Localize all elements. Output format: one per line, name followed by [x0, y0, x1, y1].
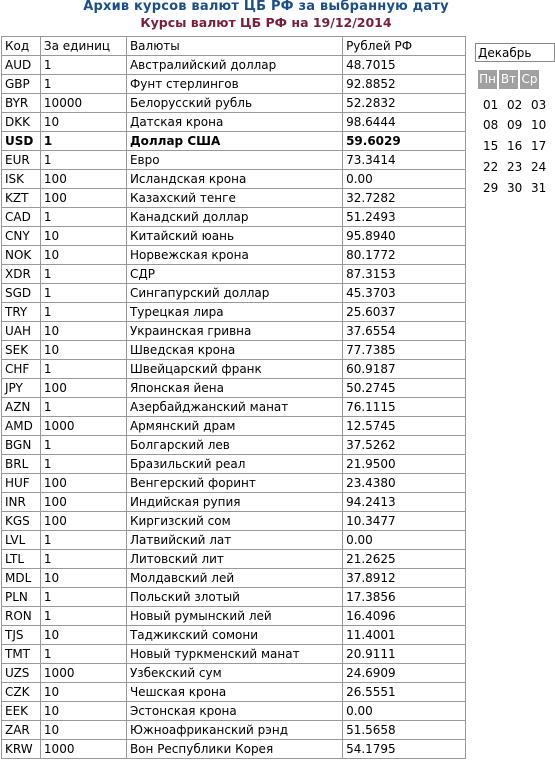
cell-currency: Латвийский лат: [126, 531, 342, 550]
weekday-header: [478, 68, 541, 89]
cell-rate: 0.00: [343, 702, 466, 721]
cell-code: ZAR: [2, 721, 41, 740]
cell-units: 10: [40, 227, 126, 246]
cell-units: 1: [40, 75, 126, 94]
cell-rate: 77.7385: [343, 341, 466, 360]
cell-units: 10000: [40, 94, 126, 113]
table-row: [2, 132, 466, 151]
calendar-day[interactable]: 15: [483, 139, 499, 153]
table-row: [2, 512, 466, 531]
cell-rate: 48.7015: [343, 56, 466, 75]
table-row: [2, 550, 466, 569]
cell-currency: Болгарский лев: [126, 436, 342, 455]
cell-currency: Узбекский сум: [126, 664, 342, 683]
table-row: [2, 284, 466, 303]
calendar-widget: [475, 43, 547, 243]
cell-currency: Южноафриканский рэнд: [126, 721, 342, 740]
cell-units: 100: [40, 189, 126, 208]
cell-code: UAH: [2, 322, 41, 341]
cell-currency: Казахский тенге: [126, 189, 342, 208]
cell-rate: 60.9187: [343, 360, 466, 379]
cell-rate: 37.5262: [343, 436, 466, 455]
table-row: [2, 246, 466, 265]
cell-currency: Новый туркменский манат: [126, 645, 342, 664]
table-caption: Курсы валют ЦБ РФ на 19/12/2014: [140, 15, 392, 30]
table-row: [2, 75, 466, 94]
cell-units: 10: [40, 246, 126, 265]
cell-units: 1000: [40, 417, 126, 436]
cell-code: RON: [2, 607, 41, 626]
cell-units: 1: [40, 303, 126, 322]
cell-units: 1: [40, 607, 126, 626]
cell-units: 1: [40, 531, 126, 550]
cell-rate: 25.6037: [343, 303, 466, 322]
cell-currency: Эстонская крона: [126, 702, 342, 721]
cell-units: 1: [40, 455, 126, 474]
table-row: [2, 322, 466, 341]
cell-code: KGS: [2, 512, 41, 531]
cell-rate: 80.1772: [343, 246, 466, 265]
column-header-currency: Валюты: [126, 37, 342, 56]
cell-code: SGD: [2, 284, 41, 303]
cell-units: 1: [40, 284, 126, 303]
cell-code: INR: [2, 493, 41, 512]
cell-currency: Киргизский сом: [126, 512, 342, 531]
calendar-day[interactable]: 22: [483, 160, 499, 174]
cell-code: XDR: [2, 265, 41, 284]
cell-units: 1: [40, 208, 126, 227]
column-header-code: Код: [2, 37, 41, 56]
cell-code: CAD: [2, 208, 41, 227]
cell-units: 1: [40, 398, 126, 417]
table-row: [2, 455, 466, 474]
cell-units: 10: [40, 683, 126, 702]
cell-rate: 37.8912: [343, 569, 466, 588]
cell-code: PLN: [2, 588, 41, 607]
cell-rate: 52.2832: [343, 94, 466, 113]
table-row: [2, 303, 466, 322]
calendar-day[interactable]: 24: [531, 160, 547, 174]
cell-rate: 0.00: [343, 170, 466, 189]
cell-units: 100: [40, 512, 126, 531]
cell-rate: 92.8852: [343, 75, 466, 94]
cell-code: EUR: [2, 151, 41, 170]
weekday-label: Ср: [520, 70, 539, 89]
table-row: [2, 645, 466, 664]
table-row: [2, 360, 466, 379]
cell-rate: 21.2625: [343, 550, 466, 569]
cell-code: TMT: [2, 645, 41, 664]
calendar-day[interactable]: 10: [531, 118, 547, 132]
cell-currency: Таджикский сомони: [126, 626, 342, 645]
weekday-label: Пн: [478, 70, 497, 89]
cell-code: SEK: [2, 341, 41, 360]
cell-rate: 20.9111: [343, 645, 466, 664]
calendar-day[interactable]: 09: [507, 118, 523, 132]
cell-units: 1: [40, 151, 126, 170]
cell-code: KRW: [2, 740, 41, 759]
cell-units: 1: [40, 645, 126, 664]
cell-rate: 51.5658: [343, 721, 466, 740]
calendar-day[interactable]: 03: [531, 98, 547, 112]
cell-currency: Вон Республики Корея: [126, 740, 342, 759]
cell-units: 100: [40, 493, 126, 512]
calendar-day[interactable]: 23: [507, 160, 523, 174]
cell-units: 1: [40, 132, 126, 151]
table-row: [2, 588, 466, 607]
cell-rate: 0.00: [343, 531, 466, 550]
cell-rate: 21.9500: [343, 455, 466, 474]
cell-units: 1: [40, 56, 126, 75]
calendar-day[interactable]: 30: [507, 181, 523, 195]
table-row: [2, 569, 466, 588]
cell-currency: Молдавский лей: [126, 569, 342, 588]
cell-code: TJS: [2, 626, 41, 645]
calendar-week: [483, 98, 555, 112]
cell-rate: 45.3703: [343, 284, 466, 303]
cell-units: 10: [40, 702, 126, 721]
cell-units: 1000: [40, 664, 126, 683]
cell-currency: Японская йена: [126, 379, 342, 398]
table-row: [2, 740, 466, 759]
table-row: [2, 113, 466, 132]
cell-currency: Доллар США: [126, 132, 342, 151]
cell-units: 1: [40, 588, 126, 607]
cell-units: 1000: [40, 740, 126, 759]
calendar-week: [483, 181, 555, 195]
cell-code: DKK: [2, 113, 41, 132]
cell-code: HUF: [2, 474, 41, 493]
cell-rate: 94.2413: [343, 493, 466, 512]
cell-code: GBP: [2, 75, 41, 94]
cell-currency: Венгерский форинт: [126, 474, 342, 493]
table-row: [2, 531, 466, 550]
cell-units: 1: [40, 360, 126, 379]
table-row: [2, 664, 466, 683]
cell-code: AUD: [2, 56, 41, 75]
table-row: [2, 208, 466, 227]
cell-rate: 11.4001: [343, 626, 466, 645]
cell-units: 100: [40, 474, 126, 493]
cell-rate: 12.5745: [343, 417, 466, 436]
cell-code: JPY: [2, 379, 41, 398]
table-row: [2, 436, 466, 455]
month-select[interactable]: Декабрь: [475, 43, 555, 62]
cell-currency: Чешская крона: [126, 683, 342, 702]
table-row: [2, 341, 466, 360]
cell-currency: Азербайджанский манат: [126, 398, 342, 417]
cell-rate: 17.3856: [343, 588, 466, 607]
table-row: [2, 702, 466, 721]
cell-rate: 87.3153: [343, 265, 466, 284]
calendar-day[interactable]: 02: [507, 98, 523, 112]
table-row: [2, 493, 466, 512]
cell-rate: 37.6554: [343, 322, 466, 341]
cell-rate: 32.7282: [343, 189, 466, 208]
cell-units: 10: [40, 113, 126, 132]
cell-code: BYR: [2, 94, 41, 113]
cell-code: BRL: [2, 455, 41, 474]
calendar-week: [483, 160, 555, 174]
cell-currency: Белорусский рубль: [126, 94, 342, 113]
cell-currency: Фунт стерлингов: [126, 75, 342, 94]
cell-code: AZN: [2, 398, 41, 417]
cell-currency: Канадский доллар: [126, 208, 342, 227]
cell-units: 10: [40, 626, 126, 645]
cell-code: TRY: [2, 303, 41, 322]
cell-currency: Индийская рупия: [126, 493, 342, 512]
cell-rate: 24.6909: [343, 664, 466, 683]
cell-currency: Исландская крона: [126, 170, 342, 189]
column-header-units: За единиц: [40, 37, 126, 56]
column-header-rate: Рублей РФ: [343, 37, 466, 56]
rates-body: [2, 56, 466, 759]
cell-units: 1: [40, 265, 126, 284]
cell-currency: Турецкая лира: [126, 303, 342, 322]
cell-code: AMD: [2, 417, 41, 436]
cell-rate: 23.4380: [343, 474, 466, 493]
cell-currency: Новый румынский лей: [126, 607, 342, 626]
cell-code: MDL: [2, 569, 41, 588]
calendar-day[interactable]: 16: [507, 139, 523, 153]
table-row: [2, 417, 466, 436]
table-header-row: [2, 37, 466, 56]
cell-units: 1: [40, 550, 126, 569]
cell-currency: Литовский лит: [126, 550, 342, 569]
cell-code: LTL: [2, 550, 41, 569]
calendar-week: [483, 118, 555, 132]
calendar-day[interactable]: 29: [483, 181, 499, 195]
cell-currency: Китайский юань: [126, 227, 342, 246]
cell-units: 10: [40, 569, 126, 588]
table-row: [2, 721, 466, 740]
table-row: [2, 379, 466, 398]
table-row: [2, 607, 466, 626]
cell-code: CNY: [2, 227, 41, 246]
cell-rate: 26.5551: [343, 683, 466, 702]
cell-code: LVL: [2, 531, 41, 550]
table-row: [2, 227, 466, 246]
cell-rate: 98.6444: [343, 113, 466, 132]
cell-currency: Сингапурский доллар: [126, 284, 342, 303]
cell-code: ISK: [2, 170, 41, 189]
calendar-day[interactable]: 17: [531, 139, 547, 153]
cell-currency: Датская крона: [126, 113, 342, 132]
cell-code: EEK: [2, 702, 41, 721]
table-row: [2, 683, 466, 702]
cell-rate: 76.1115: [343, 398, 466, 417]
table-row: [2, 398, 466, 417]
page-title: Архив курсов валют ЦБ РФ за выбранную дату: [83, 0, 449, 14]
cell-code: CZK: [2, 683, 41, 702]
table-row: [2, 265, 466, 284]
cell-currency: Евро: [126, 151, 342, 170]
cell-units: 10: [40, 322, 126, 341]
cell-code: USD: [2, 132, 41, 151]
cell-currency: Украинская гривна: [126, 322, 342, 341]
cell-currency: Шведская крона: [126, 341, 342, 360]
cell-units: 100: [40, 170, 126, 189]
calendar-day[interactable]: 08: [483, 118, 499, 132]
table-row: [2, 189, 466, 208]
table-row: [2, 94, 466, 113]
cell-code: BGN: [2, 436, 41, 455]
cell-code: KZT: [2, 189, 41, 208]
cell-currency: Польский злотый: [126, 588, 342, 607]
cell-rate: 73.3414: [343, 151, 466, 170]
cell-currency: Бразильский реал: [126, 455, 342, 474]
weekday-label: Вт: [499, 70, 518, 89]
cell-units: 10: [40, 341, 126, 360]
cell-rate: 95.8940: [343, 227, 466, 246]
calendar-day[interactable]: 31: [531, 181, 547, 195]
cell-code: CHF: [2, 360, 41, 379]
cell-rate: 59.6029: [343, 132, 466, 151]
table-row: [2, 170, 466, 189]
cell-currency: СДР: [126, 265, 342, 284]
table-row: [2, 626, 466, 645]
table-row: [2, 151, 466, 170]
cell-currency: Норвежская крона: [126, 246, 342, 265]
cell-currency: Армянский драм: [126, 417, 342, 436]
cell-rate: 16.4096: [343, 607, 466, 626]
cell-units: 10: [40, 721, 126, 740]
cell-units: 100: [40, 379, 126, 398]
cell-rate: 50.2745: [343, 379, 466, 398]
cell-currency: Швейцарский франк: [126, 360, 342, 379]
cell-rate: 51.2493: [343, 208, 466, 227]
rates-table: [1, 36, 466, 759]
cell-units: 1: [40, 436, 126, 455]
cell-rate: 54.1795: [343, 740, 466, 759]
cell-rate: 10.3477: [343, 512, 466, 531]
calendar-day[interactable]: 01: [483, 98, 499, 112]
cell-code: UZS: [2, 664, 41, 683]
cell-currency: Австралийский доллар: [126, 56, 342, 75]
table-row: [2, 56, 466, 75]
table-row: [2, 474, 466, 493]
cell-code: NOK: [2, 246, 41, 265]
calendar-week: [483, 139, 555, 153]
